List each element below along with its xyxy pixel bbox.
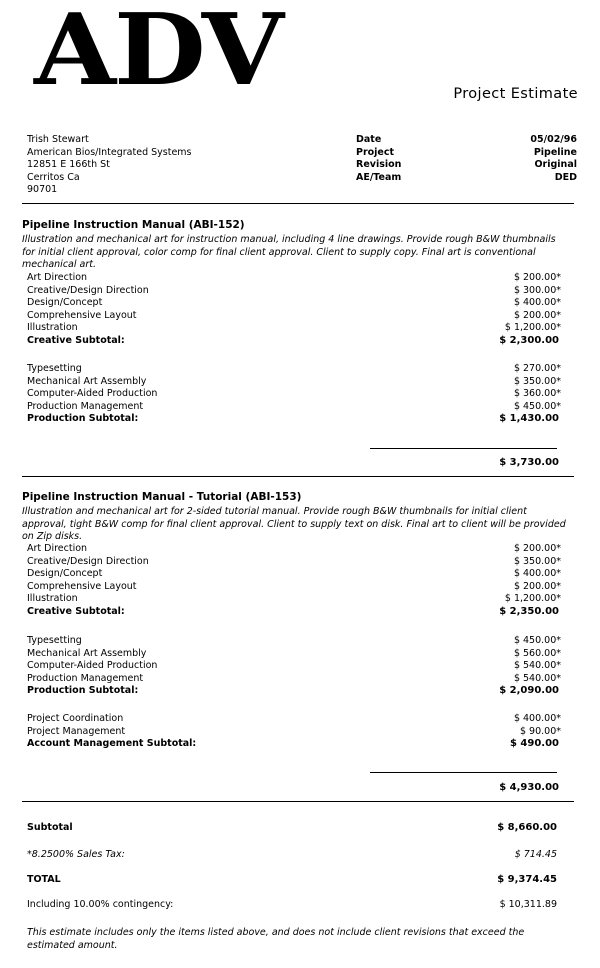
creative-subtotal: Creative Subtotal: $ 2,300.00 xyxy=(27,334,559,346)
document-title: Project Estimate xyxy=(453,86,578,102)
line-item: Computer-Aided Production $ 540.00* xyxy=(27,660,561,671)
total-label: TOTAL xyxy=(27,874,61,885)
estimate-footnote: This estimate includes only the items listed above, and does not include client revisions that exceed the estimated amount. xyxy=(27,927,525,951)
meta-label-date: Date xyxy=(356,134,382,145)
header-divider xyxy=(22,203,574,204)
section-1-total-rule xyxy=(370,448,557,449)
line-item: Mechanical Art Assembly $ 350.00* xyxy=(27,375,561,387)
creative-subtotal: Creative Subtotal: $ 2,350.00 xyxy=(27,605,559,617)
section-2-total-rule xyxy=(370,772,557,773)
sales-tax-label: *8.2500% Sales Tax: xyxy=(27,849,125,860)
section-1-divider xyxy=(22,476,574,477)
meta-label-project: Project xyxy=(356,146,395,158)
section-2-title: Pipeline Instruction Manual - Tutorial (ABI-153) xyxy=(22,491,302,503)
client-city: Cerritos Ca xyxy=(27,171,80,183)
section-1-total: $ 3,730.00 xyxy=(499,457,559,468)
line-item: Illustration $ 1,200.00* xyxy=(27,593,561,604)
line-item: Art Direction $ 200.00* xyxy=(27,272,561,283)
meta-label-team: AE/Team xyxy=(356,171,402,183)
line-item: Project Coordination $ 400.00* xyxy=(27,713,561,724)
client-name: Trish Stewart xyxy=(27,134,89,145)
client-company: American Bios/Integrated Systems xyxy=(27,146,192,158)
line-item: Illustration $ 1,200.00* xyxy=(27,322,561,333)
sales-tax-value: $ 714.45 xyxy=(514,849,557,860)
client-zip: 90701 xyxy=(27,184,58,195)
subtotal-label: Subtotal xyxy=(27,822,73,833)
section-1-description: Illustration and mechanical art for instruction manual, including 4 line drawings. Provide rough B&W thumbnails for initial client approval, color comp for final client approval. Client to supply copy. Final art is conventional mechanical art. xyxy=(22,234,556,270)
section-1-production-list xyxy=(27,363,561,426)
section-1-creative-list xyxy=(27,272,561,347)
line-item: Art Direction $ 200.00* xyxy=(27,543,561,554)
section-2-creative-list xyxy=(27,543,561,618)
line-item: Project Management $ 90.00* xyxy=(27,725,561,737)
meta-value-revision: Original xyxy=(534,159,577,170)
line-item: Design/Concept $ 400.00* xyxy=(27,568,561,579)
line-item: Comprehensive Layout $ 200.00* xyxy=(27,580,561,592)
meta-values xyxy=(530,134,577,184)
line-item: Computer-Aided Production $ 360.00* xyxy=(27,388,561,399)
contingency-label: Including 10.00% contingency: xyxy=(27,899,174,910)
company-logo: ADV xyxy=(34,0,282,108)
meta-value-project: Pipeline xyxy=(533,146,577,158)
line-item: Production Management $ 540.00* xyxy=(27,672,561,684)
total-value: $ 9,374.45 xyxy=(497,874,557,885)
meta-labels xyxy=(356,134,401,184)
line-item: Mechanical Art Assembly $ 560.00* xyxy=(27,647,561,659)
line-item: Comprehensive Layout $ 200.00* xyxy=(27,309,561,321)
account-management-subtotal: Account Management Subtotal: $ 490.00 xyxy=(27,738,559,749)
section-2-production-list xyxy=(27,635,561,698)
meta-value-date: 05/02/96 xyxy=(530,134,577,145)
line-item: Typesetting $ 450.00* xyxy=(27,635,561,646)
line-item: Typesetting $ 270.00* xyxy=(27,363,561,374)
production-subtotal: Production Subtotal: $ 2,090.00 xyxy=(27,685,559,696)
meta-label-revision: Revision xyxy=(356,159,402,170)
section-2-divider xyxy=(22,801,574,802)
production-subtotal: Production Subtotal: $ 1,430.00 xyxy=(27,413,559,424)
line-item: Production Management $ 450.00* xyxy=(27,400,561,412)
contingency-value: $ 10,311.89 xyxy=(499,899,557,910)
section-2-account-list xyxy=(27,713,561,751)
subtotal-value: $ 8,660.00 xyxy=(497,822,557,833)
section-2-description: Illustration and mechanical art for 2-sided tutorial manual. Provide rough B&W thumbnails for initial client approval, tight B&W comp for final client approval. Client to supply text on disk. Final art to client will be provided on Zip disks. xyxy=(22,506,566,542)
client-address xyxy=(27,134,192,197)
section-2-total: $ 4,930.00 xyxy=(499,782,559,793)
client-street: 12851 E 166th St xyxy=(27,159,110,170)
line-item: Design/Concept $ 400.00* xyxy=(27,297,561,308)
line-item: Creative/Design Direction $ 350.00* xyxy=(27,555,561,567)
meta-value-team: DED xyxy=(554,171,577,183)
line-item: Creative/Design Direction $ 300.00* xyxy=(27,284,561,296)
section-1-title: Pipeline Instruction Manual (ABI-152) xyxy=(22,219,245,231)
